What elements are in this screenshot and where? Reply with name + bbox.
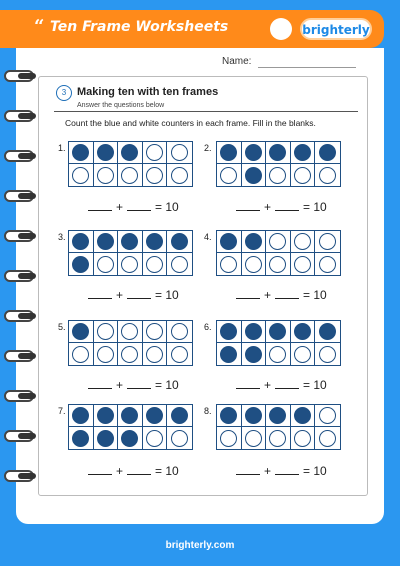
blue-counter xyxy=(121,144,138,161)
frame-cell xyxy=(242,231,267,253)
frame-cell xyxy=(118,231,143,253)
instructions: Count the blue and white counters in each frame. Fill in the blanks. xyxy=(65,118,316,128)
blue-counter xyxy=(97,233,114,250)
question-number: 4. xyxy=(204,232,212,242)
equation xyxy=(84,378,179,392)
blue-counter xyxy=(146,233,163,250)
frame-cell xyxy=(315,321,340,343)
white-counter xyxy=(171,256,188,273)
answer-blank[interactable] xyxy=(127,298,151,299)
binding-ring-icon xyxy=(4,270,34,282)
frame-cell xyxy=(217,142,242,164)
frame-cell xyxy=(266,405,291,427)
frame-cell xyxy=(143,142,168,164)
blue-counter xyxy=(220,407,237,424)
white-counter xyxy=(319,167,336,184)
white-counter xyxy=(121,346,138,363)
blue-counter xyxy=(294,144,311,161)
blue-counter xyxy=(72,233,89,250)
blue-counter xyxy=(72,407,89,424)
frame-cell xyxy=(69,405,94,427)
frame-cell xyxy=(315,405,340,427)
frame-cell xyxy=(167,253,192,275)
white-counter xyxy=(97,323,114,340)
blue-counter xyxy=(97,407,114,424)
white-counter xyxy=(146,256,163,273)
blue-counter xyxy=(269,144,286,161)
blue-counter xyxy=(220,323,237,340)
name-label: Name: xyxy=(222,56,252,67)
binding-ring-icon xyxy=(4,150,34,162)
frame-cell xyxy=(217,343,242,365)
ten-frame xyxy=(68,320,193,366)
frame-cell xyxy=(291,321,316,343)
blue-counter xyxy=(319,144,336,161)
frame-cell xyxy=(94,253,119,275)
plus-sign: + xyxy=(264,378,272,392)
equation xyxy=(232,464,327,478)
plus-sign: + xyxy=(116,200,124,214)
answer-blank[interactable] xyxy=(275,388,299,389)
blue-counter xyxy=(121,233,138,250)
frame-cell xyxy=(143,405,168,427)
worksheet-title: Ten Frame Worksheets xyxy=(50,19,229,35)
frame-cell xyxy=(69,343,94,365)
frame-cell xyxy=(242,164,267,186)
frame-cell xyxy=(217,253,242,275)
frame-cell xyxy=(242,142,267,164)
question-number: 1. xyxy=(58,143,66,153)
frame-cell xyxy=(167,405,192,427)
section-number: 3 xyxy=(56,85,72,101)
frame-cell xyxy=(242,321,267,343)
white-counter xyxy=(319,407,336,424)
frame-cell xyxy=(315,253,340,275)
frame-cell xyxy=(167,427,192,449)
blue-counter xyxy=(245,167,262,184)
binding-ring-icon xyxy=(4,470,34,482)
frame-cell xyxy=(118,343,143,365)
blue-counter xyxy=(245,233,262,250)
blue-counter xyxy=(220,233,237,250)
frame-cell xyxy=(291,427,316,449)
frame-cell xyxy=(69,231,94,253)
blue-counter xyxy=(319,323,336,340)
frame-cell xyxy=(69,253,94,275)
frame-cell xyxy=(94,231,119,253)
blue-counter xyxy=(294,407,311,424)
blue-counter xyxy=(72,430,89,447)
circle-decoration-icon xyxy=(270,18,292,40)
blue-counter xyxy=(294,323,311,340)
binding-ring-icon xyxy=(4,70,34,82)
binding-ring-icon xyxy=(4,110,34,122)
frame-cell xyxy=(217,164,242,186)
frame-cell xyxy=(217,321,242,343)
ten-frame xyxy=(68,404,193,450)
frame-cell xyxy=(94,142,119,164)
frame-cell xyxy=(167,321,192,343)
white-counter xyxy=(121,323,138,340)
frame-cell xyxy=(291,142,316,164)
frame-cell xyxy=(266,164,291,186)
binding-ring-icon xyxy=(4,190,34,202)
frame-cell xyxy=(118,405,143,427)
blue-counter xyxy=(269,407,286,424)
white-counter xyxy=(171,430,188,447)
answer-blank[interactable] xyxy=(127,210,151,211)
blue-counter xyxy=(171,233,188,250)
frame-cell xyxy=(143,343,168,365)
frame-cell xyxy=(315,427,340,449)
white-counter xyxy=(294,167,311,184)
frame-cell xyxy=(143,231,168,253)
frame-cell xyxy=(266,427,291,449)
answer-blank[interactable] xyxy=(236,298,260,299)
equals-ten: = 10 xyxy=(155,378,179,392)
frame-cell xyxy=(217,405,242,427)
frame-cell xyxy=(266,253,291,275)
blue-counter xyxy=(220,346,237,363)
blue-counter xyxy=(121,407,138,424)
answer-blank[interactable] xyxy=(88,474,112,475)
white-counter xyxy=(294,430,311,447)
ten-frame xyxy=(68,141,193,187)
blue-counter xyxy=(72,323,89,340)
frame-cell xyxy=(69,164,94,186)
white-counter xyxy=(294,346,311,363)
frame-cell xyxy=(242,253,267,275)
section-title: Making ten with ten frames xyxy=(77,86,219,98)
answer-blank[interactable] xyxy=(127,388,151,389)
frame-cell xyxy=(242,427,267,449)
white-counter xyxy=(269,430,286,447)
frame-cell xyxy=(291,231,316,253)
blue-counter xyxy=(220,144,237,161)
frame-cell xyxy=(266,321,291,343)
frame-cell xyxy=(291,343,316,365)
ten-frame xyxy=(216,230,341,276)
question-number: 8. xyxy=(204,406,212,416)
equals-ten: = 10 xyxy=(303,464,327,478)
binding-ring-icon xyxy=(4,350,34,362)
frame-cell xyxy=(291,164,316,186)
white-counter xyxy=(245,430,262,447)
white-counter xyxy=(171,144,188,161)
white-counter xyxy=(171,167,188,184)
frame-cell xyxy=(242,405,267,427)
frame-cell xyxy=(315,231,340,253)
plus-sign: + xyxy=(264,200,272,214)
white-counter xyxy=(121,167,138,184)
white-counter xyxy=(269,167,286,184)
frame-cell xyxy=(217,231,242,253)
frame-cell xyxy=(94,164,119,186)
white-counter xyxy=(97,167,114,184)
frame-cell xyxy=(266,343,291,365)
equation xyxy=(232,200,327,214)
answer-blank[interactable] xyxy=(275,210,299,211)
blue-counter xyxy=(121,430,138,447)
white-counter xyxy=(245,256,262,273)
plus-sign: + xyxy=(116,464,124,478)
white-counter xyxy=(220,167,237,184)
frame-cell xyxy=(143,164,168,186)
answer-blank[interactable] xyxy=(88,210,112,211)
frame-cell xyxy=(242,343,267,365)
frame-cell xyxy=(94,321,119,343)
white-counter xyxy=(72,346,89,363)
equation xyxy=(84,288,179,302)
question-number: 6. xyxy=(204,322,212,332)
equals-ten: = 10 xyxy=(303,288,327,302)
frame-cell xyxy=(69,427,94,449)
frame-cell xyxy=(315,343,340,365)
white-counter xyxy=(269,346,286,363)
blue-counter xyxy=(245,144,262,161)
white-counter xyxy=(97,256,114,273)
equals-ten: = 10 xyxy=(155,288,179,302)
answer-blank[interactable] xyxy=(88,388,112,389)
ten-frame xyxy=(68,230,193,276)
quote-icon: “ xyxy=(34,16,45,37)
answer-blank[interactable] xyxy=(236,388,260,389)
equation xyxy=(232,288,327,302)
answer-blank[interactable] xyxy=(275,474,299,475)
plus-sign: + xyxy=(264,288,272,302)
brand-name: brighterly xyxy=(302,23,370,37)
section-divider xyxy=(54,111,358,112)
answer-blank[interactable] xyxy=(275,298,299,299)
white-counter xyxy=(220,430,237,447)
brand-logo xyxy=(300,18,372,40)
frame-cell xyxy=(69,321,94,343)
frame-cell xyxy=(94,343,119,365)
white-counter xyxy=(319,256,336,273)
binding-ring-icon xyxy=(4,390,34,402)
frame-cell xyxy=(167,231,192,253)
ten-frame xyxy=(216,141,341,187)
binding-ring-icon xyxy=(4,430,34,442)
blue-counter xyxy=(245,346,262,363)
blue-counter xyxy=(72,256,89,273)
plus-sign: + xyxy=(116,288,124,302)
equals-ten: = 10 xyxy=(303,200,327,214)
frame-cell xyxy=(118,142,143,164)
white-counter xyxy=(269,256,286,273)
frame-cell xyxy=(167,142,192,164)
white-counter xyxy=(146,323,163,340)
white-counter xyxy=(171,323,188,340)
blue-counter xyxy=(269,323,286,340)
frame-cell xyxy=(143,321,168,343)
question-number: 2. xyxy=(204,143,212,153)
white-counter xyxy=(146,346,163,363)
question-number: 7. xyxy=(58,406,66,416)
white-counter xyxy=(319,233,336,250)
frame-cell xyxy=(315,164,340,186)
white-counter xyxy=(294,233,311,250)
equals-ten: = 10 xyxy=(303,378,327,392)
frame-cell xyxy=(143,253,168,275)
ten-frame xyxy=(216,320,341,366)
binding-ring-icon xyxy=(4,230,34,242)
frame-cell xyxy=(315,142,340,164)
footer-url[interactable]: brighterly.com xyxy=(165,540,235,551)
frame-cell xyxy=(118,253,143,275)
blue-counter xyxy=(97,144,114,161)
frame-cell xyxy=(167,164,192,186)
blue-counter xyxy=(72,144,89,161)
answer-blank[interactable] xyxy=(236,210,260,211)
answer-blank[interactable] xyxy=(88,298,112,299)
section-subtitle: Answer the questions below xyxy=(77,102,165,109)
frame-cell xyxy=(291,253,316,275)
white-counter xyxy=(146,167,163,184)
frame-cell xyxy=(118,321,143,343)
white-counter xyxy=(294,256,311,273)
white-counter xyxy=(72,167,89,184)
frame-cell xyxy=(69,142,94,164)
frame-cell xyxy=(291,405,316,427)
equation xyxy=(84,464,179,478)
frame-cell xyxy=(167,343,192,365)
frame-cell xyxy=(266,142,291,164)
white-counter xyxy=(269,233,286,250)
name-field[interactable] xyxy=(258,67,356,68)
white-counter xyxy=(146,430,163,447)
binding-ring-icon xyxy=(4,310,34,322)
answer-blank[interactable] xyxy=(236,474,260,475)
equals-ten: = 10 xyxy=(155,200,179,214)
frame-cell xyxy=(217,427,242,449)
blue-counter xyxy=(245,323,262,340)
blue-counter xyxy=(146,407,163,424)
frame-cell xyxy=(118,427,143,449)
blue-counter xyxy=(171,407,188,424)
ten-frame xyxy=(216,404,341,450)
frame-cell xyxy=(94,405,119,427)
blue-counter xyxy=(245,407,262,424)
white-counter xyxy=(171,346,188,363)
answer-blank[interactable] xyxy=(127,474,151,475)
equation xyxy=(84,200,179,214)
blue-counter xyxy=(97,430,114,447)
plus-sign: + xyxy=(264,464,272,478)
white-counter xyxy=(220,256,237,273)
plus-sign: + xyxy=(116,378,124,392)
white-counter xyxy=(146,144,163,161)
spiral-binding xyxy=(0,70,40,510)
equals-ten: = 10 xyxy=(155,464,179,478)
white-counter xyxy=(121,256,138,273)
question-number: 3. xyxy=(58,232,66,242)
frame-cell xyxy=(143,427,168,449)
frame-cell xyxy=(94,427,119,449)
frame-cell xyxy=(118,164,143,186)
frame-cell xyxy=(266,231,291,253)
white-counter xyxy=(97,346,114,363)
white-counter xyxy=(319,430,336,447)
equation xyxy=(232,378,327,392)
white-counter xyxy=(319,346,336,363)
question-number: 5. xyxy=(58,322,66,332)
